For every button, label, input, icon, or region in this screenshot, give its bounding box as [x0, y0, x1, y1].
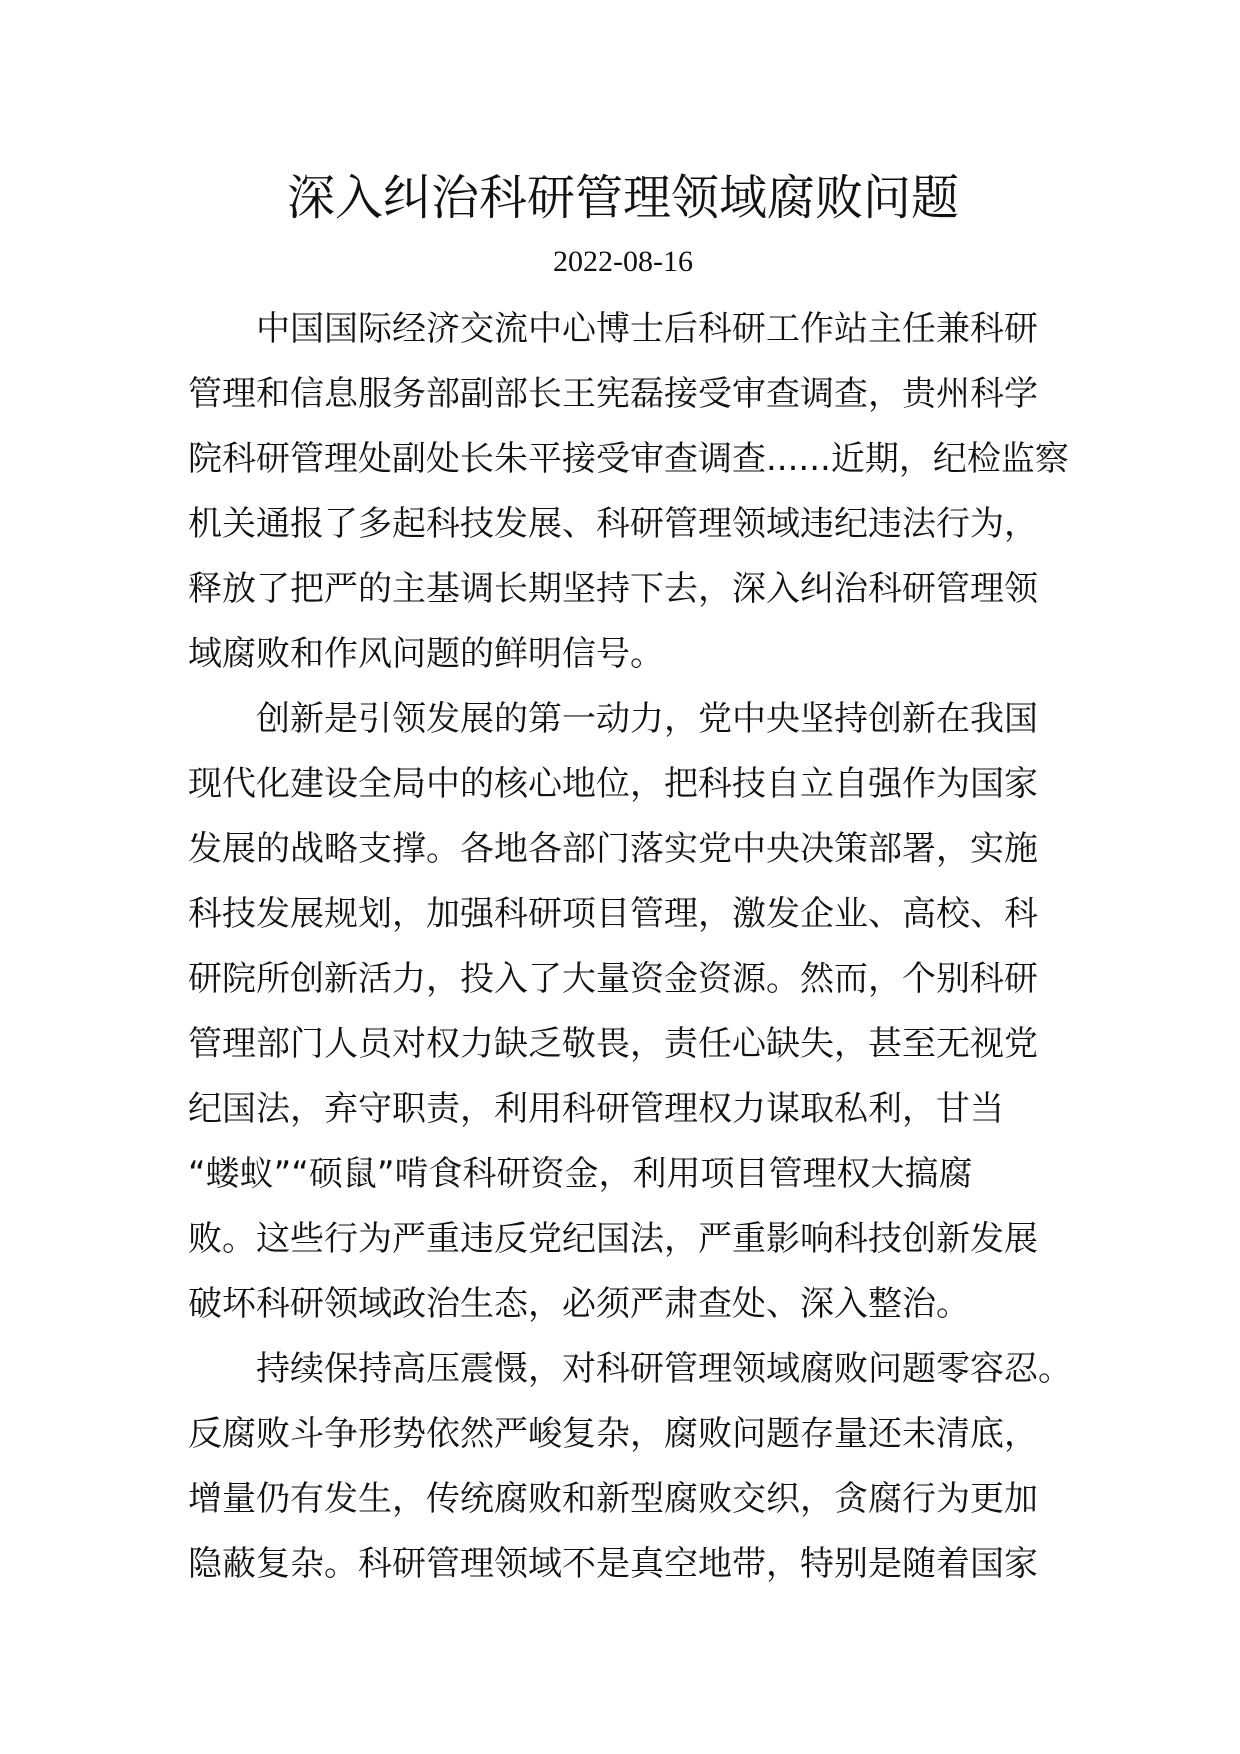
text-line: 发展的战略支撑。各地各部门落实党中央决策部署，实施 — [188, 829, 1038, 869]
text-line: 现代化建设全局中的核心地位，把科技自立自强作为国家 — [188, 764, 1038, 804]
text-line: 纪国法，弃守职责，利用科研管理权力谋取私利，甘当 — [188, 1089, 1004, 1129]
document-date: 2022-08-16 — [553, 245, 693, 278]
text-line: 院科研管理处副处长朱平接受审查调查......近期，纪检监察 — [188, 439, 1069, 479]
text-line: 管理部门人员对权力缺乏敬畏，责任心缺失，甚至无视党 — [188, 1024, 1038, 1064]
text-line: “蝼蚁”“硕鼠”啃食科研资金，利用项目管理权大搞腐 — [188, 1154, 973, 1194]
text-line: 破坏科研领域政治生态，必须严肃查处、深入整治。 — [188, 1284, 970, 1324]
text-line: 管理和信息服务部副部长王宪磊接受审查调查，贵州科学 — [188, 374, 1038, 414]
text-line: 中国国际经济交流中心博士后科研工作站主任兼科研 — [256, 309, 1038, 349]
text-line: 释放了把严的主基调长期坚持下去，深入纠治科研管理领 — [188, 569, 1038, 609]
text-line: 机关通报了多起科技发展、科研管理领域违纪违法行为， — [188, 504, 1038, 544]
document-title: 深入纠治科研管理领域腐败问题 — [286, 170, 959, 226]
text-line: 持续保持高压震慑，对科研管理领域腐败问题零容忍。 — [256, 1349, 1072, 1389]
text-line: 域腐败和作风问题的鲜明信号。 — [188, 634, 664, 674]
text-line: 隐蔽复杂。科研管理领域不是真空地带，特别是随着国家 — [188, 1544, 1038, 1584]
text-line: 败。这些行为严重违反党纪国法，严重影响科技创新发展 — [188, 1219, 1038, 1259]
text-line: 研院所创新活力，投入了大量资金资源。然而，个别科研 — [188, 959, 1038, 999]
text-line: 增量仍有发生，传统腐败和新型腐败交织，贪腐行为更加 — [188, 1479, 1038, 1519]
paragraph-1 — [188, 297, 1068, 687]
paragraph-2 — [188, 687, 1068, 1337]
text-line: 科技发展规划，加强科研项目管理，激发企业、高校、科 — [188, 894, 1038, 934]
text-line: 反腐败斗争形势依然严峻复杂，腐败问题存量还未清底， — [188, 1414, 1038, 1454]
paragraph-3 — [188, 1337, 1072, 1597]
document-page — [188, 0, 1072, 1754]
text-line: 创新是引领发展的第一动力，党中央坚持创新在我国 — [256, 699, 1038, 739]
document-body — [188, 297, 1072, 1597]
